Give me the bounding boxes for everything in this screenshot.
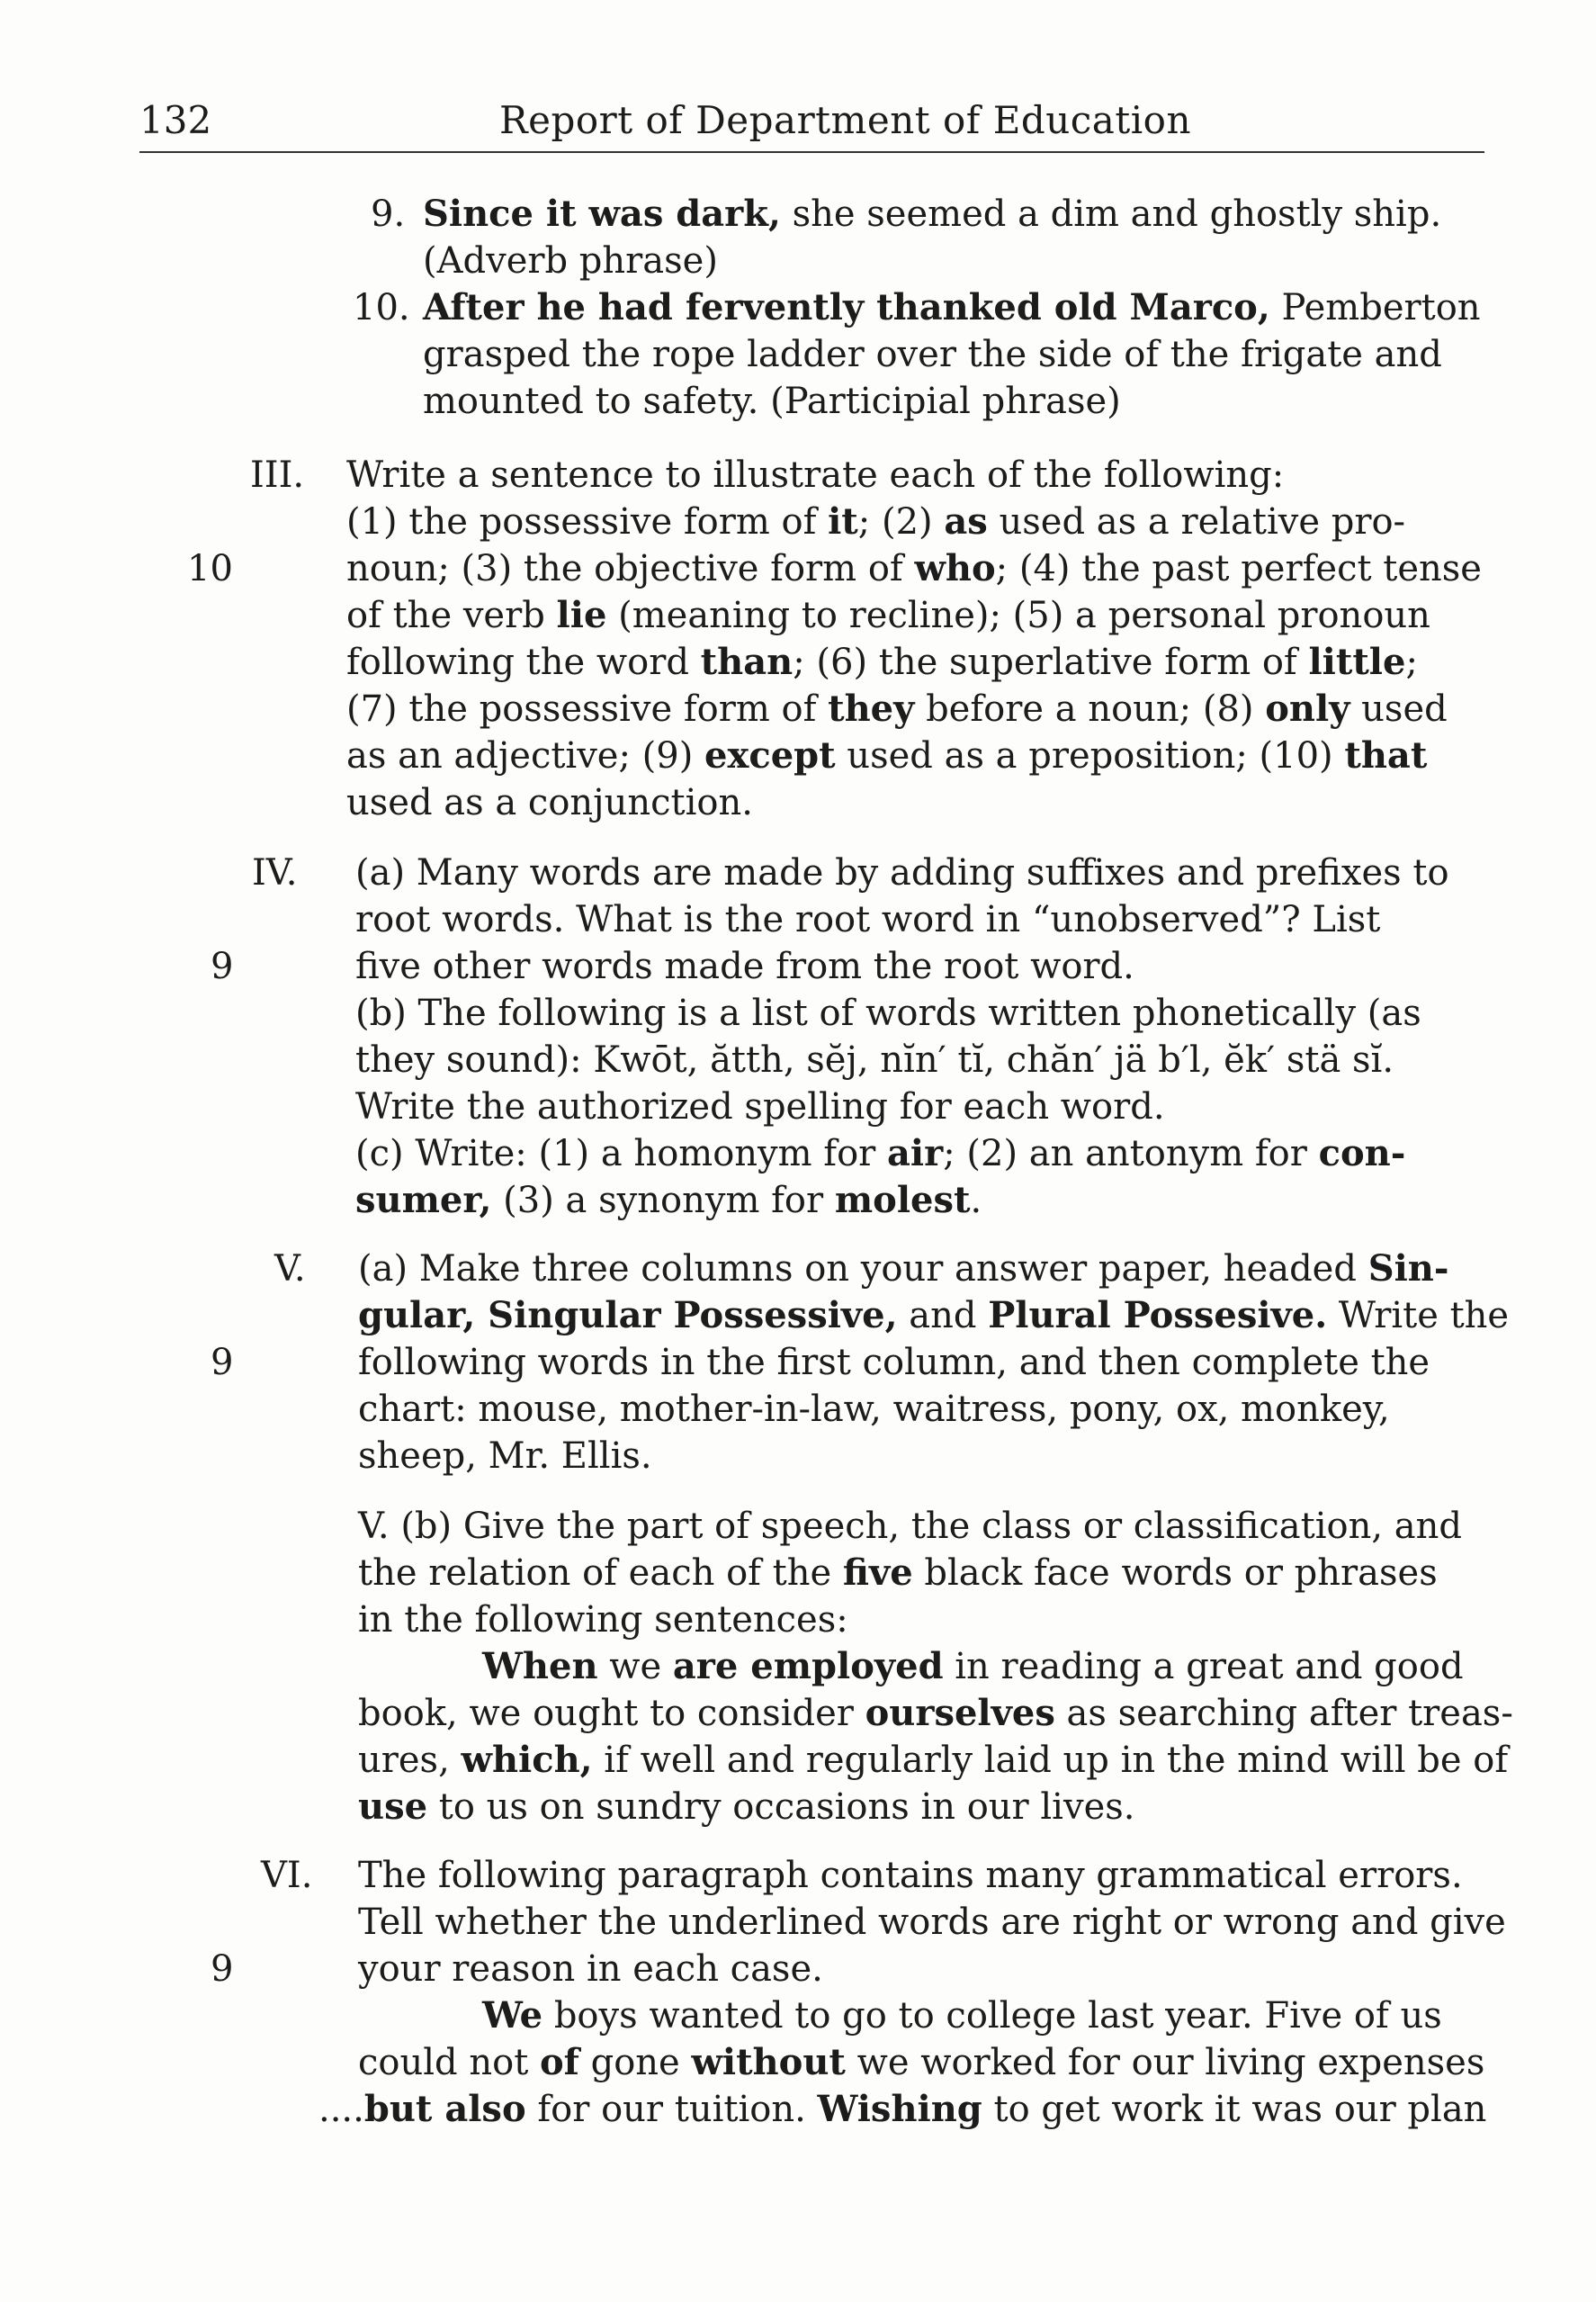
item-number-10: 10.	[353, 287, 410, 328]
text-line: mounted to safety. (Participial phrase)	[423, 381, 1121, 422]
text-line: (b) The following is a list of words written phonetically (as	[355, 993, 1421, 1034]
text-line: in the following sentences:	[358, 1599, 848, 1641]
text-line: Write a sentence to illustrate each of the following:	[346, 454, 1285, 496]
text-line: use to us on sundry occasions in our lives.	[358, 1785, 1135, 1828]
score-margin: 9	[211, 1948, 234, 1990]
text-line: sumer, (3) a synonym for molest.	[355, 1179, 982, 1221]
bold-phrase: After he had fervently thanked old Marco,	[423, 286, 1270, 328]
text-line: root words. What is the root word in “unobserved”? List	[355, 899, 1381, 940]
page-title: Report of Department of Education	[499, 98, 1191, 142]
text-line: Tell whether the underlined words are right or wrong and give	[358, 1902, 1506, 1943]
score-margin: 9	[211, 1342, 234, 1383]
section-v-part-b	[358, 1503, 1513, 1830]
text-line: the relation of each of the five black face words or phrases	[358, 1551, 1438, 1594]
item-9-10-text	[423, 191, 1502, 425]
text-line	[423, 284, 1502, 331]
text-line: When we are employed in reading a great and good	[482, 1645, 1464, 1687]
text-line: grasped the rope ladder over the side of the frigate and	[423, 334, 1442, 375]
text-line: (1) the possessive form of it; (2) as used as a relative pro-	[346, 500, 1406, 543]
page-header	[139, 97, 1484, 153]
text-line: We boys wanted to go to college last year. Five of us	[482, 1994, 1442, 2037]
text-line: of the verb lie (meaning to recline); (5) a personal pronoun	[346, 594, 1430, 636]
text-line: (Adverb phrase)	[423, 240, 718, 282]
text-line: could not of gone without we worked for our living expenses	[358, 2041, 1485, 2083]
section-vi-text	[318, 1852, 1506, 2133]
text-line: used as a conjunction.	[346, 782, 753, 823]
text-line: (7) the possessive form of they before a noun; (8) only used	[346, 688, 1448, 730]
text-line: The following paragraph contains many grammatical errors.	[358, 1855, 1463, 1896]
text-line	[423, 191, 1502, 238]
line-text: she seemed a dim and ghostly ship.	[780, 193, 1442, 235]
section-v-part-a	[358, 1245, 1510, 1479]
text-line: five other words made from the root word.	[355, 946, 1134, 987]
section-numeral: V.	[274, 1248, 306, 1290]
section-numeral: VI.	[261, 1855, 313, 1896]
text-line: (c) Write: (1) a homonym for air; (2) an antonym for con-	[355, 1132, 1406, 1174]
text-line: ....but also for our tuition. Wishing to get work it was our plan	[318, 2088, 1487, 2130]
text-line: Write the authorized spelling for each word.	[355, 1086, 1165, 1128]
score-margin: 10	[187, 548, 233, 589]
text-line: V. (b) Give the part of speech, the class or classification, and	[358, 1506, 1462, 1547]
text-line: following words in the first column, and then complete the	[358, 1342, 1430, 1383]
page-number: 132	[139, 98, 212, 142]
text-line: book, we ought to consider ourselves as searching after treas-	[358, 1692, 1513, 1734]
section-numeral: III.	[250, 454, 305, 496]
text-line: (a) Many words are made by adding suffixes and prefixes to	[355, 852, 1449, 894]
bold-phrase: Since it was dark,	[423, 193, 781, 235]
text-line: gular, Singular Possessive, and Plural Possesive. Write the	[358, 1294, 1510, 1336]
score-margin: 9	[211, 946, 234, 987]
text-line: as an adjective; (9) except used as a preposition; (10) that	[346, 734, 1428, 777]
text-line: noun; (3) the objective form of who; (4) the past perfect tense	[346, 547, 1482, 589]
section-iii-text	[346, 452, 1498, 826]
section-numeral: IV.	[252, 852, 298, 894]
item-number-9: 9.	[371, 193, 406, 235]
text-line: they sound): Kwōt, ătth, sĕj, nĭn′ tĭ, chăn′ jä b′l, ĕk′ stä sĭ.	[355, 1039, 1394, 1081]
text-line: your reason in each case.	[358, 1948, 823, 1990]
section-iv-text	[355, 850, 1498, 1224]
text-line: sheep, Mr. Ellis.	[358, 1435, 652, 1477]
text-line: ures, which, if well and regularly laid up in the mind will be of	[358, 1739, 1509, 1781]
text-line: (a) Make three columns on your answer paper, headed Sin-	[358, 1247, 1449, 1290]
text-line: following the word than; (6) the superlative form of little;	[346, 641, 1418, 683]
line-text: Pemberton	[1269, 287, 1481, 328]
text-line: chart: mouse, mother-in-law, waitress, pony, ox, monkey,	[358, 1389, 1390, 1430]
